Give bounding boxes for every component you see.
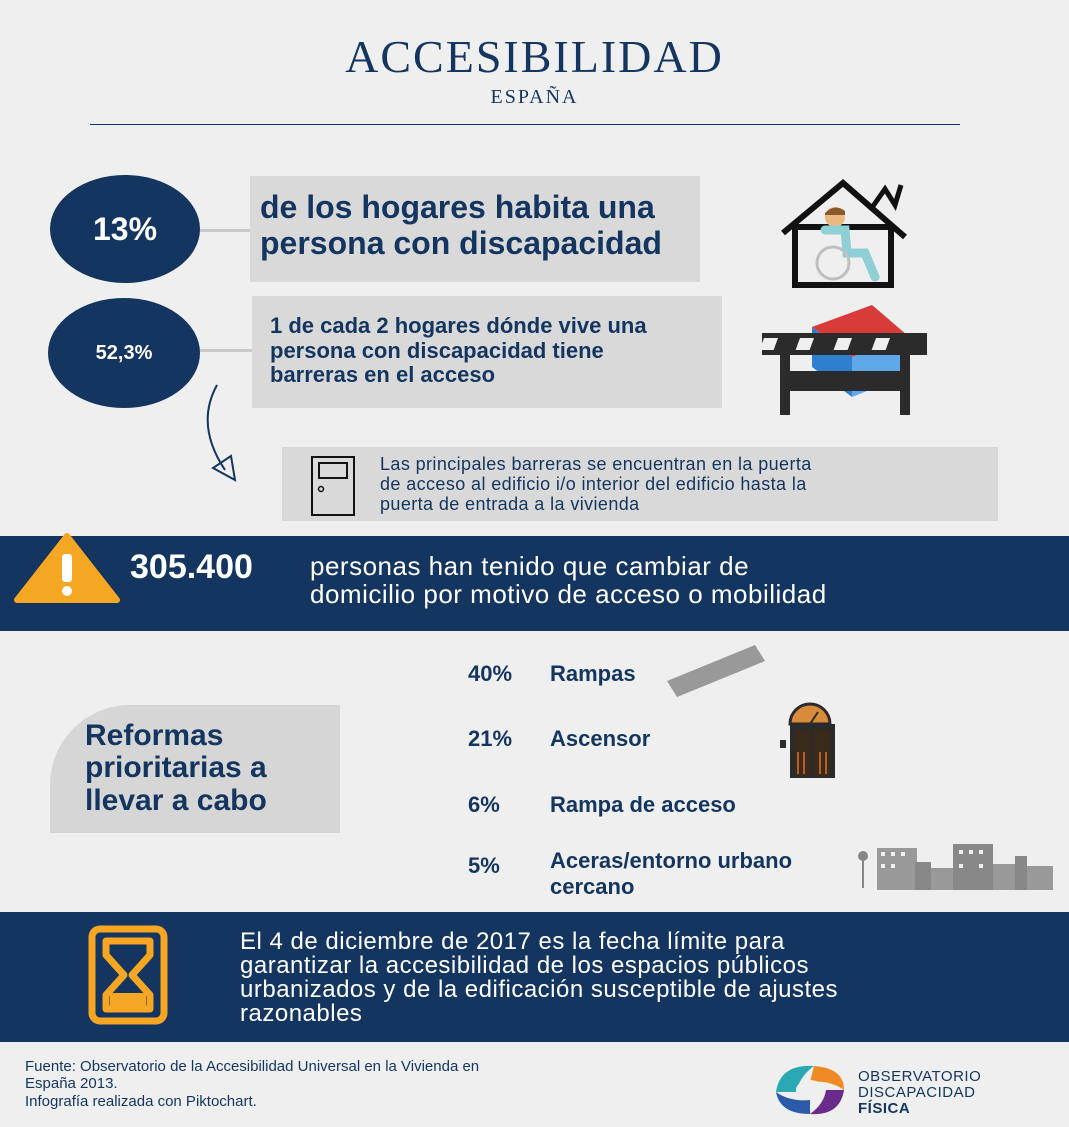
stat-line: persona con discapacidad tiene [270,337,604,363]
note-line: Las principales barreras se encuentran en la puerta [380,454,812,474]
reforma-label: Ascensor [550,726,651,751]
note-line: puerta de entrada a la vivienda [380,493,640,514]
deadline-line: El 4 de diciembre de 2017 es la fecha límite para [240,928,785,955]
header-divider [90,124,960,125]
house-wheelchair-icon [775,175,915,290]
source-note [25,1058,479,1110]
stat-description [260,190,662,262]
observatorio-logo-text [858,1069,981,1116]
reformas-title-line: prioritarias a [85,751,267,785]
reforma-label [550,848,792,901]
ramp-icon [665,643,767,698]
curved-arrow-icon [195,380,245,485]
deadline-line: razonables [240,1000,363,1027]
note-line: de acceso al edificio i/o interior del edificio hasta la [380,473,807,494]
source-line: Infografía realizada con Piktochart. [25,1092,257,1110]
reformas-title-line: llevar a cabo [85,783,267,817]
warning-icon [13,532,121,604]
reforma-pct: 40% [468,661,513,686]
reformas-title [85,720,267,817]
moves-line: domicilio por motivo de acceso o mobilidad [310,579,827,610]
reforma-label-line: Aceras/entorno urbano [550,848,793,873]
stat-line: de los hogares habita una [260,189,655,225]
logo-line: FÍSICA [858,1099,911,1117]
page-subtitle: ESPAÑA [490,86,579,108]
stat-line: persona con discapacidad [260,224,662,261]
reforma-label: Rampas [550,661,636,686]
hourglass-icon [88,925,168,1025]
stat-line: 1 de cada 2 hogares dónde vive una [270,313,647,338]
reforma-label: Rampa de acceso [550,792,736,817]
barrier-note-text [380,455,812,514]
city-icon [855,838,1055,892]
logo-line: OBSERVATORIO [858,1068,982,1085]
stat-description [270,314,647,388]
page-title: ACCESIBILIDAD [345,31,724,82]
stat-value-badge [48,298,200,408]
reforma-pct: 5% [468,853,500,878]
elevator-icon [780,702,840,780]
logo-line: DISCAPACIDAD [858,1083,976,1101]
source-line: España 2013. [25,1075,118,1093]
stat-value-badge [50,175,200,283]
reforma-pct: 6% [468,792,500,817]
moves-value: 305.400 [130,548,253,586]
moves-line: personas han tenido que cambiar de [310,551,750,581]
reformas-title-line: Reformas [85,719,224,752]
source-line: Fuente: Observatorio de la Accesibilidad Universal en la Vivienda en [25,1058,480,1075]
reforma-label-line: cercano [550,874,635,900]
stat-value: 13% [92,210,158,247]
reforma-pct: 21% [468,726,513,751]
stat-value: 52,3% [95,341,153,364]
deadline-text [240,930,838,1026]
stat-connector [190,349,260,352]
deadline-line: garantizar la accesibilidad de los espacios públicos [240,952,809,979]
door-icon [310,455,356,517]
deadline-line: urbanizados y de la edificación susceptible de ajustes [240,976,839,1003]
moves-description [310,552,827,608]
observatorio-logo-icon [770,1058,850,1120]
barrier-house-icon [762,305,927,415]
stat-line: barreras en el acceso [270,362,496,388]
